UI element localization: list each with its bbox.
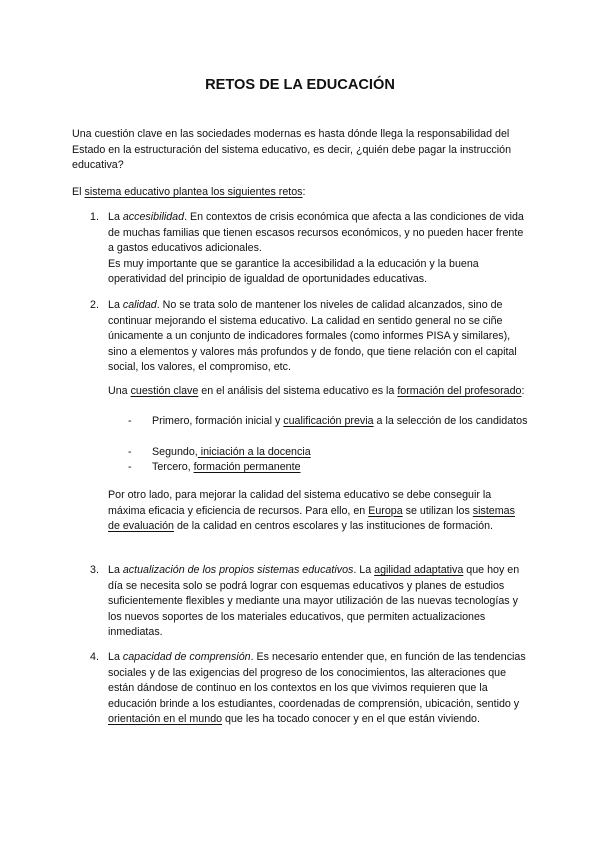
para-text-a: Por otro lado, para mejorar la calidad del sistema educativo se debe conseguir la máxima eficacia y eficiencia de recursos. Para ello, en (108, 489, 492, 517)
item-text: que hoy en día se necesita solo se podrá lograr con esquemas educativos y planes de estudios suficientemente flexibles y mediante una mayor utilización de las nuevas tecnologías y los nuevos soportes de los materiales educativos, que permiten actualizaciones inmediatas. (108, 564, 520, 638)
formacion-profesorado-link[interactable]: formación del profesorado (397, 385, 522, 397)
item-pre: La (108, 564, 123, 576)
retos-post: : (302, 186, 306, 198)
sub-pre: Tercero, (152, 461, 194, 473)
para-pre: Una (108, 385, 131, 397)
item-term: accesibilidad (122, 211, 185, 223)
dash-bullet: - (128, 446, 132, 458)
item-term: calidad (122, 299, 157, 311)
cualificacion-previa-link[interactable]: cualificación previa (283, 415, 374, 427)
sistemas-evaluacion-link[interactable]: sistemas de evaluación (108, 504, 515, 532)
sub-pre: Primero, formación inicial y (152, 415, 284, 427)
dash-bullet: - (128, 415, 132, 427)
para-text-b: se utilizan los (402, 504, 473, 517)
retos-intro (72, 185, 534, 201)
sub-post: a la selección de los candidatos (373, 415, 528, 427)
item-term: capacidad de comprensión (122, 651, 251, 663)
list-item-accesibilidad (90, 210, 530, 288)
para-post: : (521, 385, 525, 397)
item-text: . En contextos de crisis económica que afecta a las condiciones de vida de muchas familias que tienen escasos recursos económicos, y no pueden hacer frente a gastos educativos adicionales. (108, 211, 524, 254)
europa-link[interactable]: Europa (368, 504, 403, 517)
dash-bullet: - (128, 461, 132, 473)
agilidad-adaptativa-link[interactable]: agilidad adaptativa (374, 564, 464, 576)
item-pre: La (108, 299, 123, 311)
item-text-2: Es muy importante que se garantice la accesibilidad a la educación y la buena operatividad del principio de igualdad de oportunidades educativas. (108, 257, 479, 285)
orientacion-mundo-link[interactable]: orientación en el mundo (108, 713, 223, 725)
sub-pre: Segundo, (152, 446, 198, 458)
para-mid: en el análisis del sistema educativo es la (198, 385, 398, 397)
cuestion-clave-link[interactable]: cuestión clave (130, 385, 199, 397)
sub-item-tercero (108, 460, 528, 476)
list-item-actualizacion (90, 563, 530, 641)
item-post: que les ha tocado conocer y en el que están viviendo. (222, 713, 480, 725)
item-mid: . La (353, 564, 375, 576)
para-text-c: de la calidad en centros escolares y las instituciones de formación. (173, 520, 493, 532)
page-title: RETOS DE LA EDUCACIÓN (205, 77, 395, 93)
item-pre: La (108, 651, 123, 663)
retos-pre: El (72, 186, 85, 198)
list-number: 4. (90, 651, 99, 663)
list-number: 1. (90, 211, 99, 223)
retos-link[interactable]: sistema educativo plantea los siguientes retos (84, 186, 303, 198)
intro-paragraph: Una cuestión clave en las sociedades modernas es hasta dónde llega la responsabilidad del Estado en la estructuración del sistema educativo, es decir, ¿quién debe pagar la instrucción educativa? (72, 128, 512, 171)
item-pre: La (108, 211, 123, 223)
eficiencia-paragraph (108, 488, 528, 535)
sub-item-segundo (108, 445, 528, 461)
sub-item-primero (108, 414, 528, 430)
formacion-permanente-link[interactable]: formación permanente (193, 461, 301, 473)
profesorado-paragraph (108, 384, 528, 400)
list-number: 2. (90, 299, 99, 311)
item-text: . Es necesario entender que, en función de las tendencias sociales y de las exigencias del progreso de los conocimientos, las alteraciones que están dándose de continuo en los contextos en los que vivimos requieren que la educación brinde a los estudiantes, coordenadas de comprensión, ubicación, sentido y (108, 651, 526, 710)
item-term: actualización de los propios sistemas educativos (122, 564, 354, 576)
item-text: . No se trata solo de mantener los niveles de calidad alcanzados, sino de continuar mejorando el sistema educativo. La calidad en sentido general no se ciñe únicamente a un conjunto de indicadores formales (como informes PISA y similares), sino a elementos y valores más profundos y de fondo, que tiene relación con el capital social, los valores, el compromiso, etc. (108, 299, 517, 373)
iniciacion-docencia-link[interactable]: iniciación a la docencia (197, 446, 311, 458)
list-number: 3. (90, 564, 99, 576)
list-item-comprension (90, 650, 530, 728)
list-item-calidad (90, 298, 530, 376)
